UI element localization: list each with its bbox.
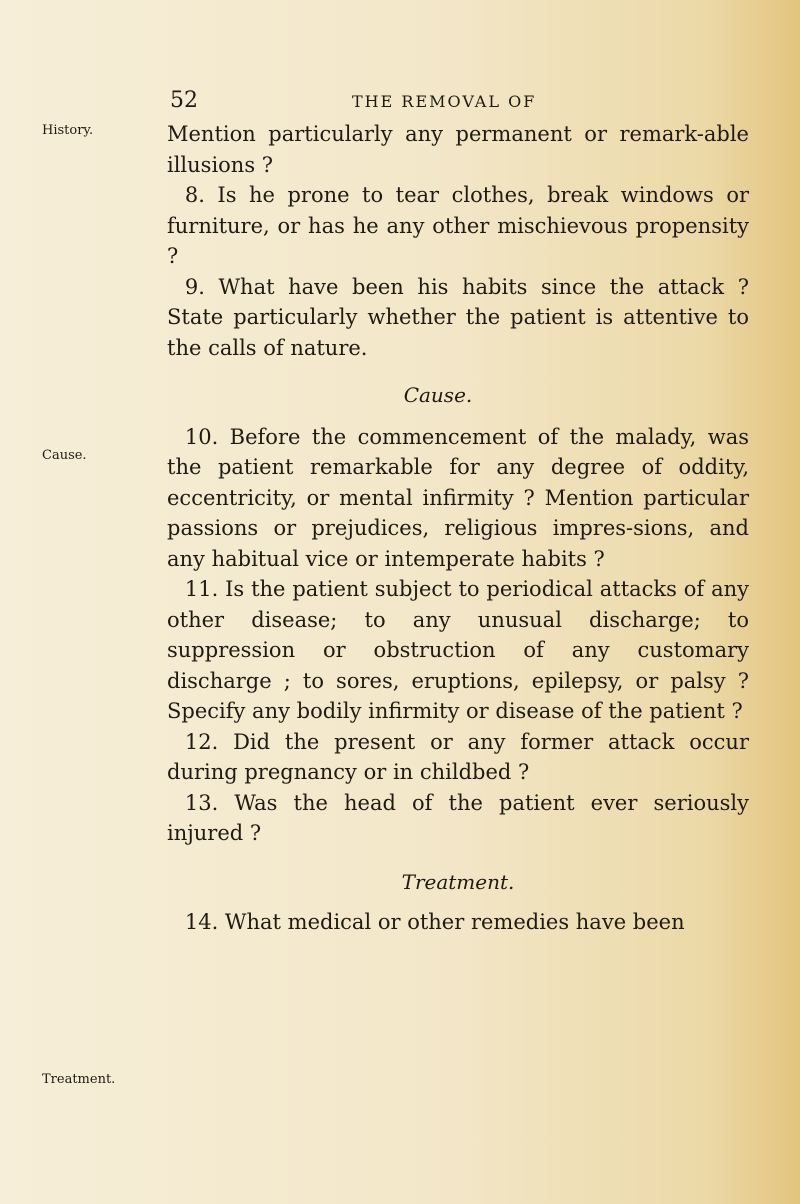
section-heading-treatment: Treatment.	[401, 869, 515, 894]
running-title: THE REMOVAL OF	[352, 92, 537, 111]
margin-note-cause: Cause.	[42, 448, 87, 463]
margin-note-history: History.	[42, 123, 94, 138]
page-number: 52	[170, 88, 198, 113]
body-text	[167, 119, 749, 938]
question-9: 9. What have been his habits since the attack ? State particularly whether the patient is attentive to the calls of nature.	[167, 274, 749, 360]
opening-paragraph: Mention particularly any permanent or remark-able illusions ?	[167, 122, 749, 177]
question-14: 14. What medical or other remedies have been	[184, 910, 685, 934]
question-10: 10. Before the commencement of the malady, was the patient remarkable for any degree of oddity, eccentricity, or mental infirmity ? Mention particular passions or prejudices, religious impres-sions, and any habitual vice or intemperate habits ?	[167, 424, 749, 571]
page-header	[0, 88, 800, 118]
question-13: 13. Was the head of the patient ever seriously injured ?	[167, 790, 749, 845]
question-8: 8. Is he prone to tear clothes, break windows or furniture, or has he any other mischievous propensity ?	[167, 183, 749, 268]
section-heading-cause: Cause.	[403, 383, 473, 407]
margin-note-treatment: Treatment.	[42, 1072, 116, 1087]
question-12: 12. Did the present or any former attack occur during pregnancy or in childbed ?	[167, 729, 749, 784]
question-11: 11. Is the patient subject to periodical attacks of any other disease; to any unusual discharge; to suppression or obstruction of any customary discharge ; to sores, eruptions, epilepsy, or palsy ? Specify any bodily infirmity or disease of the patient ?	[167, 577, 749, 723]
